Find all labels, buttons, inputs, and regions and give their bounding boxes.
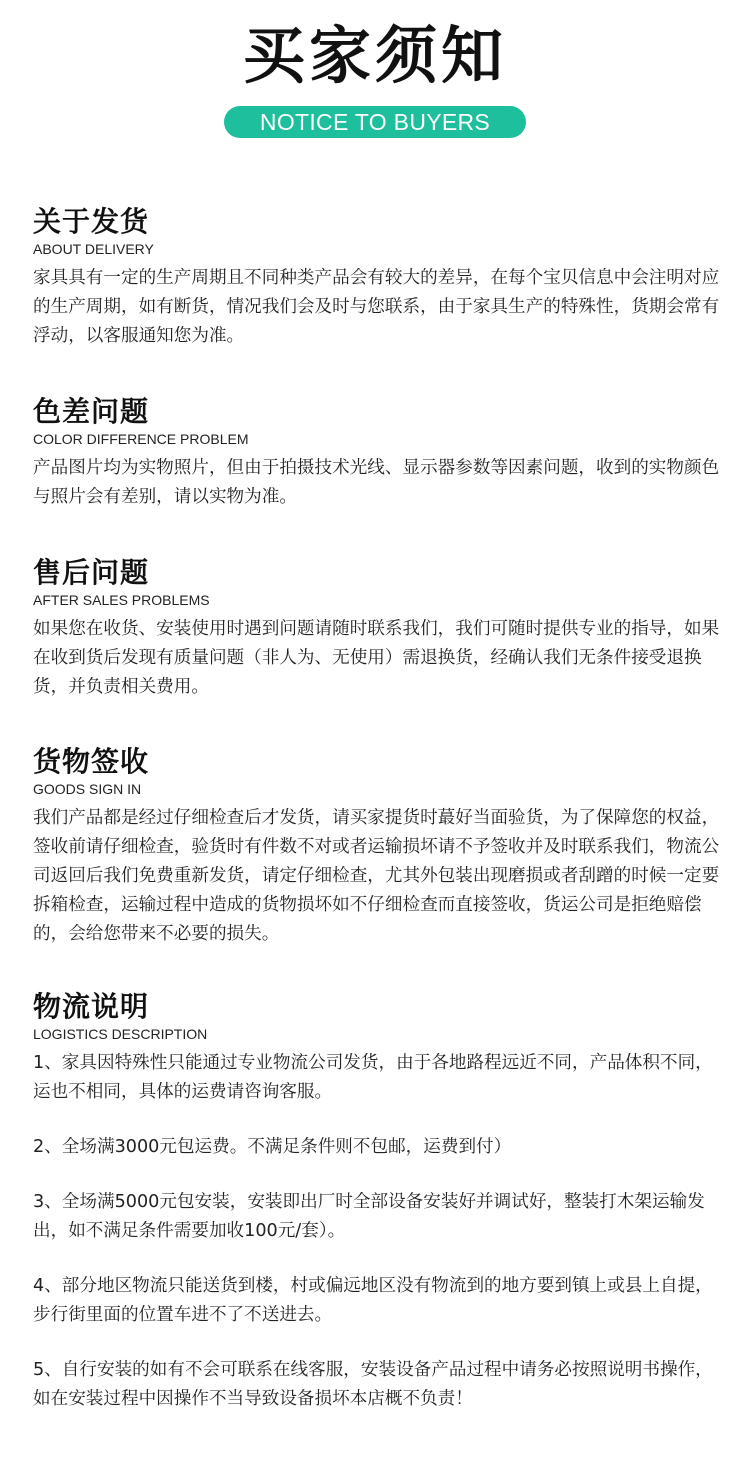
section-color-difference [33, 394, 723, 512]
logistics-item-1: 1、家具因特殊性只能通过专业物流公司发货，由于各地路程远近不同，产品体积不同，运也不相同，具体的运费请咨询客服。 [33, 1053, 713, 1102]
section-after-sales [33, 555, 723, 702]
section-title: 售后问题 [33, 556, 150, 589]
logistics-item-5: 5、自行安装的如有不会可联系在线客服，安装设备产品过程中请务必按照说明书操作，如在安装过程中因操作不当导致设备损坏本店概不负责！ [33, 1360, 713, 1409]
section-logistics [33, 989, 723, 1414]
section-subtitle: GOODS SIGN IN [33, 781, 142, 797]
section-title: 关于发货 [33, 205, 150, 238]
section-subtitle: LOGISTICS DESCRIPTION [33, 1026, 208, 1042]
section-title: 物流说明 [33, 990, 150, 1023]
section-subtitle: COLOR DIFFERENCE PROBLEM [33, 431, 249, 447]
logistics-item-4: 4、部分地区物流只能送货到楼，村或偏远地区没有物流到的地方要到镇上或县上自提，步行街里面的位置车进不了不送进去。 [33, 1276, 713, 1325]
subtitle-badge: NOTICE TO BUYERS [224, 106, 526, 138]
section-paragraph: 家具具有一定的生产周期且不同种类产品会有较大的差异，在每个宝贝信息中会注明对应的生产周期，如有断货，情况我们会及时与您联系，由于家具生产的特殊性，货期会常有浮动，以客服通知您为准。 [33, 268, 720, 346]
section-goods-sign-in [33, 744, 723, 949]
section-paragraph: 我们产品都是经过仔细检查后才发货，请买家提货时蕞好当面验货，为了保障您的权益，签收前请仔细检查，验货时有件数不对或者运输损坏请不予签收并及时联系我们，物流公司返回后我们免费重新发货，请定仔细检查，尤其外包装出现磨损或者刮蹭的时候一定要拆箱检查，运输过程中造成的货物损坏如不仔细检查而直接签收，货运公司是拒绝赔偿的，会给您带来不必要的损失。 [33, 808, 720, 944]
section-paragraph: 产品图片均为实物照片，但由于拍摄技术光线、显示器参数等因素问题，收到的实物颜色与照片会有差别，请以实物为准。 [33, 458, 720, 507]
section-subtitle: ABOUT DELIVERY [33, 241, 154, 257]
section-title: 色差问题 [33, 395, 150, 428]
logistics-item-2: 2、全场满3000元包运费。不满足条件则不包邮，运费到付） [33, 1137, 512, 1157]
logistics-item-3: 3、全场满5000元包安装，安装即出厂时全部设备安装好并调试好，整装打木架运输发出，如不满足条件需要加收100元/套）。 [33, 1192, 705, 1241]
section-delivery [33, 204, 723, 351]
section-title: 货物签收 [33, 745, 150, 778]
page-title: 买家须知 [242, 19, 507, 92]
section-subtitle: AFTER SALES PROBLEMS [33, 592, 210, 608]
section-paragraph: 如果您在收货、安装使用时遇到问题请随时联系我们，我们可随时提供专业的指导，如果在收到货后发现有质量问题（非人为、无使用）需退换货，经确认我们无条件接受退换货，并负责相关费用。 [33, 619, 720, 697]
